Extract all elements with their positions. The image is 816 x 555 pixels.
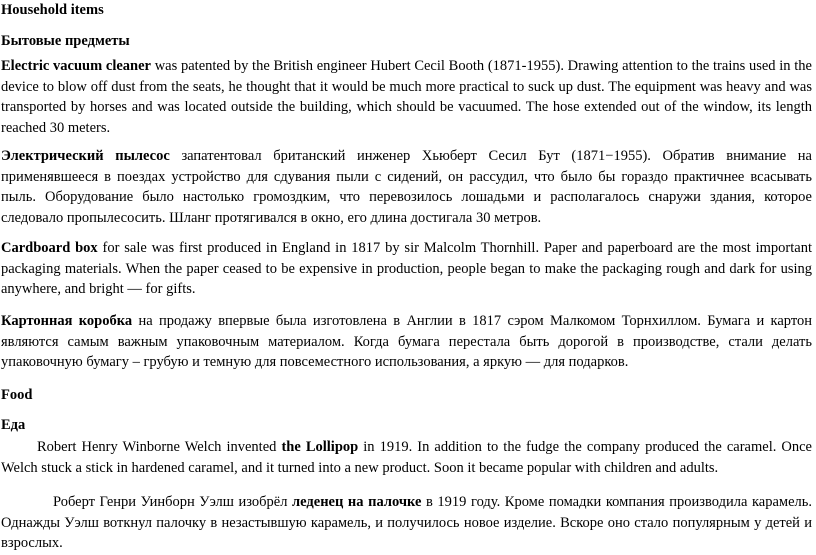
lollipop-after-en: in 1919. In addition to the fudge the company produced the caramel. Once Welch stuck a stick in hardened caramel, and it turned into a new product. Soon it became popular with children and adults. — [1, 439, 812, 476]
lollipop-paragraph-ru — [1, 492, 812, 554]
vacuum-paragraph-ru — [1, 146, 812, 228]
lollipop-before-ru: Роберт Генри Уинборн Уэлш изобрёл — [53, 494, 293, 510]
vacuum-text-ru: запатентовал британский инженер Хьюберт Сесил Бут (1871−1955). Обратив внимание на применявшееся в поездах устройство для сдувания пыли с сидений, он рассудил, что было бы гораздо практичнее всасывать пыль. Оборудование было настолько громоздким, что перевозилось лошадьми и располагалось снаружи здания, которое следовало пропылесосить. Шланг протягивался в окно, его длина достигала 30 метров. — [1, 148, 812, 226]
lollipop-term-ru: леденец на палочке — [292, 494, 422, 510]
vacuum-text-en: was patented by the British engineer Hubert Cecil Booth (1871-1955). Drawing attention to the trains used in the device to blow off dust from the seats, he thought that it would be much more practical to suck up dust. The equipment was heavy and was transported by horses and was located outside the building, which should be vacuumed. The hose extended out of the window, its length reached 30 meters. — [1, 58, 812, 136]
box-text-en: for sale was first produced in England in 1817 by sir Malcolm Thornhill. Paper and paperboard are the most important packaging materials. When the paper ceased to be expensive in production, people began to make the packaging rough and dark for using anywhere, and bright — for gifts. — [1, 240, 812, 297]
lollipop-paragraph-en — [1, 437, 812, 478]
vacuum-term-ru: Электрический пылесос — [1, 148, 170, 164]
box-paragraph-ru — [1, 311, 812, 373]
lollipop-before-en: Robert Henry Winborne Welch invented — [37, 439, 282, 455]
household-heading-en: Household items — [1, 2, 104, 18]
lollipop-term-en: the Lollipop — [281, 439, 359, 455]
box-text-ru: на продажу впервые была изготовлена в Англии в 1817 сэром Малкомом Торнхиллом. Бумага и картон являются самым важным упаковочным материалом. Когда бумага перестала быть дорогой в производстве, стали делать упаковочную бумагу – грубую и темную для повсеместного использования, а яркую — для подарков. — [1, 313, 813, 370]
box-paragraph-en — [1, 238, 812, 300]
vacuum-paragraph-en — [1, 56, 812, 138]
food-heading-en: Food — [1, 387, 33, 403]
food-heading-ru: Еда — [1, 417, 26, 433]
lollipop-after-ru: в 1919 году. Кроме помадки компания производила карамель. Однажды Уэлш воткнул палочку в незастывшую карамель, и получилось новое изделие. Вскоре оно стало популярным у детей и взрослых. — [1, 494, 813, 551]
household-heading-ru: Бытовые предметы — [1, 33, 130, 49]
box-term-en: Cardboard box — [1, 240, 98, 256]
box-term-ru: Картонная коробка — [1, 313, 133, 329]
vacuum-term-en: Electric vacuum cleaner — [1, 58, 151, 74]
